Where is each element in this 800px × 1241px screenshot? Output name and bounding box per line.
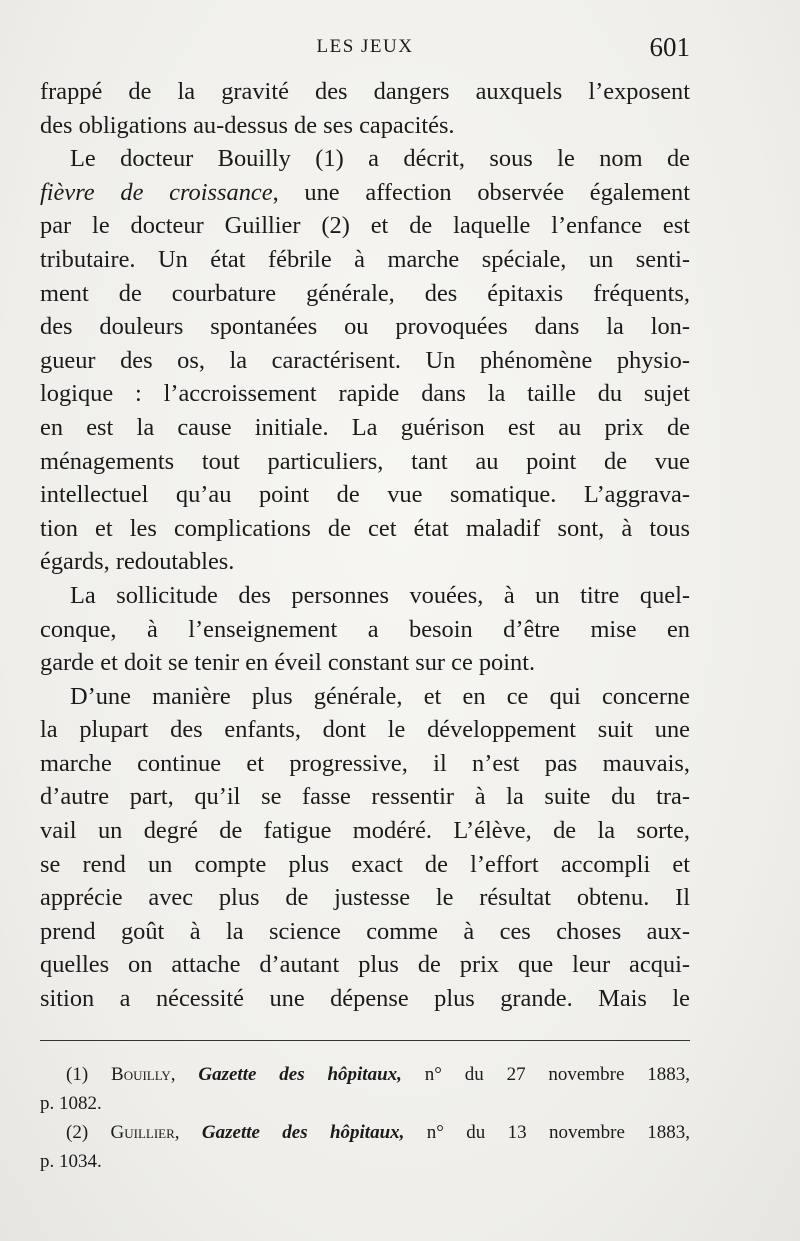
- text-line: Le docteur Bouilly (1) a décrit, sous le nom de: [70, 145, 690, 173]
- text-line: D’une manière plus générale, et en ce qui concerne: [70, 682, 690, 710]
- footnote-1-page: p. 1082.: [40, 1093, 102, 1114]
- text-line: tributaire. Un état fébrile à marche spéciale, un senti-: [40, 245, 690, 273]
- page-number: 601: [649, 32, 690, 62]
- text-line: garde et doit se tenir en éveil constant sur ce point.: [40, 649, 536, 677]
- text-line: gueur des os, la caractérisent. Un phénomène physio-: [40, 346, 690, 374]
- text-line: apprécie avec plus de justesse le résultat obtenu. Il: [40, 884, 690, 912]
- text-line: logique : l’accroissement rapide dans la taille du sujet: [40, 380, 690, 408]
- text-line: quelles on attache d’autant plus de prix que leur acqui-: [40, 951, 690, 979]
- footnotes: [40, 1060, 690, 1176]
- footnote-1: [40, 1060, 690, 1089]
- text-line: intellectuel qu’au point de vue somatique. L’aggrava-: [40, 481, 690, 509]
- footnote-marker: (1): [66, 1064, 89, 1085]
- text-line: vail un degré de fatigue modéré. L’élève, de la sorte,: [40, 817, 690, 845]
- text-line: ménagements tout particuliers, tant au point de vue: [40, 447, 690, 475]
- italic-term: fièvre de croissance: [40, 178, 273, 206]
- text-fragment: , une affection observée également: [272, 178, 691, 206]
- footnote-details: n° du 27 novembre 1883,: [424, 1064, 691, 1085]
- text-line: des douleurs spontanées ou provoquées dans la lon-: [40, 313, 690, 341]
- text-line: marche continue et progressive, il n’est pas mauvais,: [40, 749, 690, 777]
- text-line: égards, redoutables.: [40, 548, 235, 576]
- footnote-divider: [40, 1040, 690, 1041]
- footnote-details: n° du 13 novembre 1883,: [426, 1122, 691, 1143]
- text-line: tion et les complications de cet état maladif sont, à tous: [40, 514, 690, 542]
- text-line: par le docteur Guillier (2) et de laquelle l’enfance est: [40, 212, 690, 240]
- text-line: La sollicitude des personnes vouées, à un titre quel-: [70, 581, 690, 609]
- body-text: [40, 75, 690, 1016]
- text-line: en est la cause initiale. La guérison est au prix de: [40, 413, 690, 441]
- text-line: des obligations au-dessus de ses capacités.: [40, 111, 455, 139]
- footnote-journal: Gazette des hôpitaux,: [198, 1064, 402, 1085]
- text-line: ment de courbature générale, des épitaxis fréquents,: [40, 279, 690, 307]
- footnote-author: Guillier,: [110, 1122, 180, 1143]
- text-line: d’autre part, qu’il se fasse ressentir à la suite du tra-: [40, 783, 690, 811]
- text-line: la plupart des enfants, dont le développement suit une: [40, 716, 690, 744]
- footnote-2-page: p. 1034.: [40, 1151, 102, 1172]
- footnote-journal: Gazette des hôpitaux,: [201, 1122, 405, 1143]
- footnote-author: Bouilly,: [111, 1064, 176, 1085]
- footnote-2: [40, 1118, 690, 1147]
- text-line: conque, à l’enseignement a besoin d’être mise en: [40, 615, 690, 643]
- footnote-marker: (2): [66, 1122, 89, 1143]
- text-line: frappé de la gravité des dangers auxquels l’exposent: [40, 78, 690, 105]
- text-line: se rend un compte plus exact de l’effort accompli et: [40, 850, 690, 878]
- running-title: LES JEUX: [316, 36, 414, 57]
- text-line: sition a nécessité une dépense plus grande. Mais le: [40, 985, 690, 1013]
- running-head: [40, 32, 690, 66]
- text-line: [40, 176, 690, 210]
- text-line: prend goût à la science comme à ces choses aux-: [40, 917, 690, 945]
